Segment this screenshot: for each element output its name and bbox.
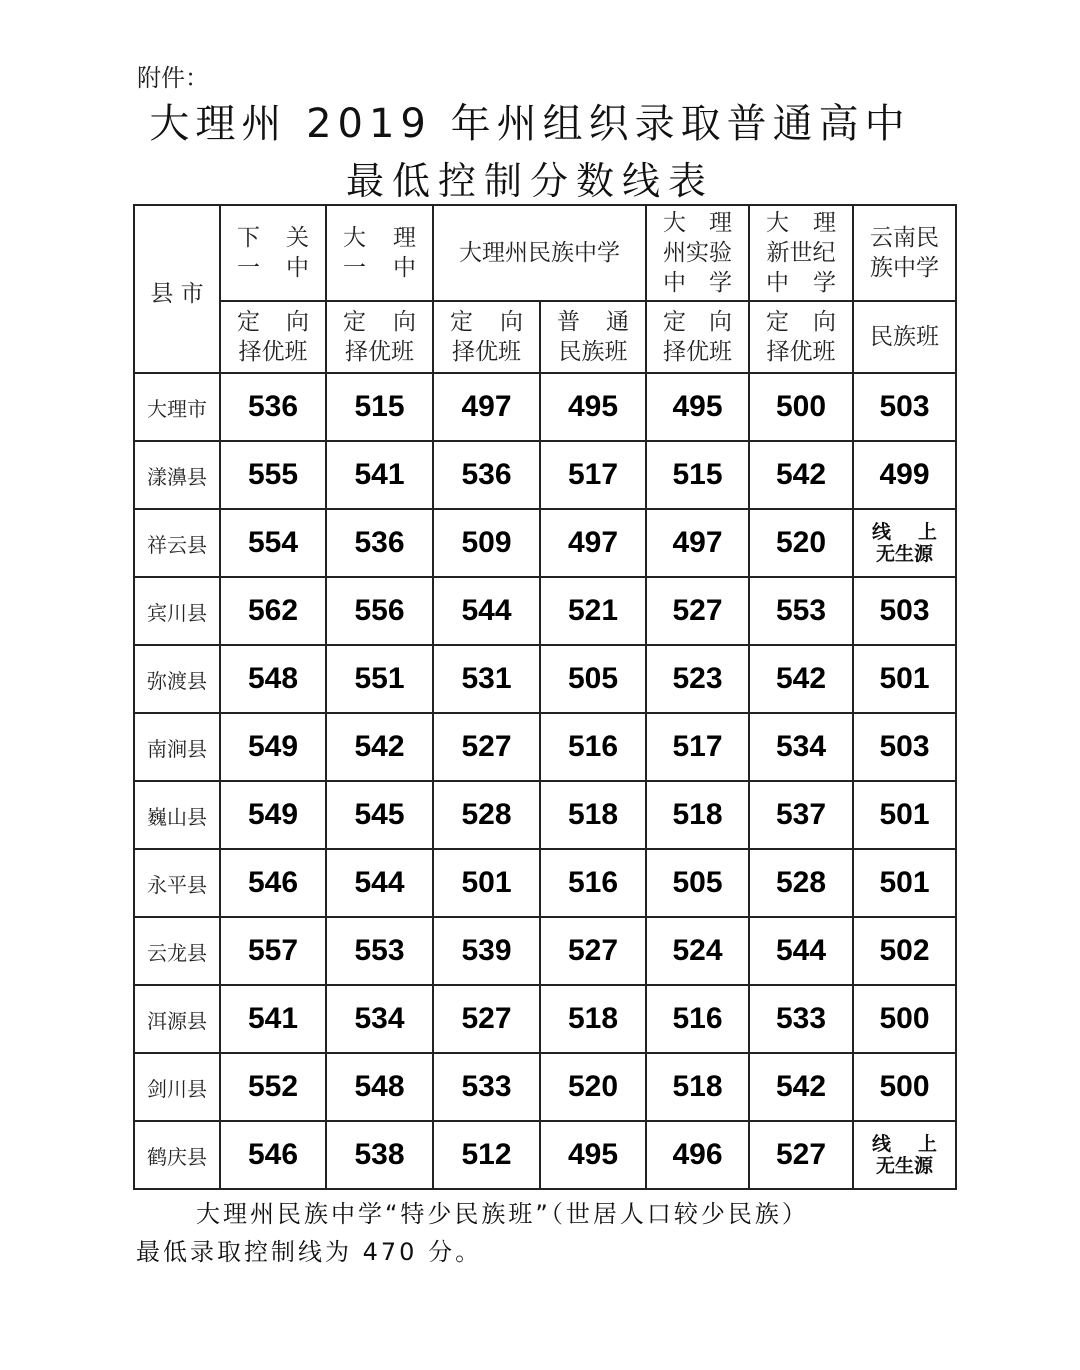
class-type-line: 择优班 [238, 339, 308, 365]
score-cell: 527 [749, 1121, 853, 1189]
score-cell: 500 [853, 985, 956, 1053]
score-cell: 534 [749, 713, 853, 781]
score-cell: 495 [646, 373, 749, 441]
score-cell: 516 [540, 713, 646, 781]
score-cell: 496 [646, 1121, 749, 1189]
score-cell: 501 [433, 849, 540, 917]
table-row [134, 577, 956, 645]
footnote-line-2: 最低录取控制线为 470 分。 [136, 1238, 483, 1266]
score-cell: 517 [646, 713, 749, 781]
class-type-header [853, 301, 956, 373]
score-cell: 539 [433, 917, 540, 985]
score-cell: 542 [749, 645, 853, 713]
class-type-line [541, 307, 645, 337]
table-row [134, 849, 956, 917]
county-name: 弥渡县 [134, 645, 220, 713]
header-char: 关 [286, 225, 309, 251]
school-name-line [327, 253, 432, 283]
table-row [134, 985, 956, 1053]
county-name: 永平县 [134, 849, 220, 917]
score-cell: 536 [220, 373, 326, 441]
score-cell: 545 [326, 781, 433, 849]
note-char: 线 [872, 521, 892, 543]
header-char: 中 [393, 255, 416, 281]
school-name-line: 新世纪 [766, 240, 836, 266]
score-cell: 553 [326, 917, 433, 985]
score-cell: 501 [853, 645, 956, 713]
header-char: 向 [393, 309, 416, 335]
score-cell: 551 [326, 645, 433, 713]
score-cell: 515 [326, 373, 433, 441]
table-row [134, 713, 956, 781]
score-cell: 501 [853, 849, 956, 917]
table-row [134, 441, 956, 509]
header-char: 定 [766, 309, 789, 335]
header-char: 定 [343, 309, 366, 335]
score-cell: 528 [749, 849, 853, 917]
class-type-header [646, 301, 749, 373]
score-cell: 546 [220, 849, 326, 917]
score-cell: 497 [646, 509, 749, 577]
score-cell: 512 [433, 1121, 540, 1189]
header-row-class-types [134, 301, 956, 373]
no-source-cell [853, 509, 956, 577]
score-cell: 516 [540, 849, 646, 917]
table-row [134, 1053, 956, 1121]
score-cell: 536 [326, 509, 433, 577]
header-char: 下 [237, 225, 260, 251]
score-cell: 541 [326, 441, 433, 509]
score-cell: 534 [326, 985, 433, 1053]
header-char: 向 [813, 309, 836, 335]
score-cell: 555 [220, 441, 326, 509]
class-type-header [433, 301, 540, 373]
table-row [134, 781, 956, 849]
score-cell: 497 [433, 373, 540, 441]
score-cell: 557 [220, 917, 326, 985]
school-name-line: 族中学 [870, 255, 939, 281]
score-cell: 520 [540, 1053, 646, 1121]
table-row [134, 917, 956, 985]
score-cell: 497 [540, 509, 646, 577]
score-cell: 554 [220, 509, 326, 577]
class-type-line: 择优班 [766, 339, 836, 365]
score-cell: 552 [220, 1053, 326, 1121]
score-cell: 495 [540, 373, 646, 441]
header-char: 中 [663, 270, 686, 296]
school-header [749, 205, 853, 301]
header-char: 学 [709, 270, 732, 296]
note-line-2: 无生源 [875, 543, 933, 565]
score-cell: 544 [749, 917, 853, 985]
score-cell: 502 [853, 917, 956, 985]
class-type-header [220, 301, 326, 373]
score-cell: 527 [433, 985, 540, 1053]
class-type-line: 择优班 [663, 339, 732, 365]
score-cell: 518 [646, 1053, 749, 1121]
class-type-line [221, 307, 325, 337]
class-type-line [434, 307, 539, 337]
header-row-schools [134, 205, 956, 301]
score-cell: 533 [749, 985, 853, 1053]
school-name-line: 大理州民族中学 [459, 240, 620, 266]
score-cell: 544 [433, 577, 540, 645]
school-header [220, 205, 326, 301]
score-cell: 544 [326, 849, 433, 917]
score-cell: 541 [220, 985, 326, 1053]
table-row [134, 373, 956, 441]
score-cell: 515 [646, 441, 749, 509]
score-cell: 562 [220, 577, 326, 645]
score-cell: 527 [433, 713, 540, 781]
class-type-header [326, 301, 433, 373]
header-char: 一 [343, 255, 366, 281]
score-cell: 528 [433, 781, 540, 849]
header-char: 向 [709, 309, 732, 335]
score-cell: 518 [646, 781, 749, 849]
school-name-line: 州实验 [663, 240, 732, 266]
note-char: 上 [917, 521, 937, 543]
score-cell: 495 [540, 1121, 646, 1189]
score-cell: 503 [853, 713, 956, 781]
score-cell: 523 [646, 645, 749, 713]
page-subtitle: 最低控制分数线表 [345, 159, 714, 203]
header-char: 一 [237, 255, 260, 281]
score-cell: 516 [646, 985, 749, 1053]
class-type-line [750, 307, 852, 337]
note-char: 线 [872, 1133, 892, 1155]
school-name-line: 云南民 [870, 225, 939, 251]
school-name-line [327, 223, 432, 253]
header-char: 大 [343, 225, 366, 251]
class-type-line [327, 307, 432, 337]
score-cell: 536 [433, 441, 540, 509]
school-header [326, 205, 433, 301]
score-cell: 518 [540, 985, 646, 1053]
county-name: 南涧县 [134, 713, 220, 781]
school-name-line [750, 268, 852, 298]
no-source-cell [853, 1121, 956, 1189]
school-name-line [647, 208, 748, 238]
score-cell: 521 [540, 577, 646, 645]
class-type-header [749, 301, 853, 373]
score-cell: 549 [220, 781, 326, 849]
school-name-line [221, 223, 325, 253]
score-cell: 520 [749, 509, 853, 577]
note-line-1 [854, 521, 955, 543]
header-char: 定 [450, 309, 473, 335]
header-char: 中 [766, 270, 789, 296]
county-name: 剑川县 [134, 1053, 220, 1121]
class-type-line: 民族班 [870, 324, 939, 350]
score-cell: 542 [749, 1053, 853, 1121]
county-name: 祥云县 [134, 509, 220, 577]
header-char: 向 [500, 309, 523, 335]
header-char: 中 [286, 255, 309, 281]
header-char: 定 [663, 309, 686, 335]
score-cell: 499 [853, 441, 956, 509]
class-type-line: 择优班 [452, 339, 521, 365]
county-name: 巍山县 [134, 781, 220, 849]
county-name: 洱源县 [134, 985, 220, 1053]
table-row [134, 1121, 956, 1189]
header-char: 普 [557, 309, 580, 335]
school-name-line [647, 268, 748, 298]
attachment-label: 附件： [137, 64, 209, 92]
school-name-line [750, 208, 852, 238]
note-char: 上 [917, 1133, 937, 1155]
header-char: 理 [393, 225, 416, 251]
score-cell: 538 [326, 1121, 433, 1189]
note-line-2: 无生源 [875, 1155, 933, 1177]
score-cell: 553 [749, 577, 853, 645]
county-name: 宾川县 [134, 577, 220, 645]
score-cell: 517 [540, 441, 646, 509]
school-header [433, 205, 646, 301]
header-char: 向 [286, 309, 309, 335]
school-header [646, 205, 749, 301]
score-cell: 548 [220, 645, 326, 713]
score-cell: 500 [853, 1053, 956, 1121]
county-name: 大理市 [134, 373, 220, 441]
score-cell: 501 [853, 781, 956, 849]
score-cell: 527 [646, 577, 749, 645]
score-cell: 500 [749, 373, 853, 441]
score-cell: 524 [646, 917, 749, 985]
score-cell: 518 [540, 781, 646, 849]
header-char: 大 [663, 210, 686, 236]
score-cell: 542 [326, 713, 433, 781]
header-char: 定 [237, 309, 260, 335]
table-row [134, 509, 956, 577]
score-cell: 548 [326, 1053, 433, 1121]
school-name-line [221, 253, 325, 283]
footnote-line-1: 大理州民族中学“特少民族班”（世居人口较少民族） [196, 1200, 809, 1228]
header-char: 学 [813, 270, 836, 296]
header-char: 通 [606, 309, 629, 335]
score-cell: 531 [433, 645, 540, 713]
corner-header: 县 市 [134, 205, 220, 373]
class-type-header [540, 301, 646, 373]
county-name: 云龙县 [134, 917, 220, 985]
score-cell: 549 [220, 713, 326, 781]
score-cell: 546 [220, 1121, 326, 1189]
score-cell: 537 [749, 781, 853, 849]
score-cell: 505 [646, 849, 749, 917]
class-type-line: 民族班 [558, 339, 628, 365]
score-cell: 533 [433, 1053, 540, 1121]
header-char: 大 [766, 210, 789, 236]
class-type-line [647, 307, 748, 337]
class-type-line: 择优班 [345, 339, 414, 365]
score-cell: 503 [853, 577, 956, 645]
school-header [853, 205, 956, 301]
county-name: 漾濞县 [134, 441, 220, 509]
score-cell: 505 [540, 645, 646, 713]
note-line-1 [854, 1133, 955, 1155]
score-cell: 503 [853, 373, 956, 441]
table-row [134, 645, 956, 713]
score-table [133, 204, 957, 1190]
page-title: 大理州 2019 年州组织录取普通高中 [149, 101, 911, 147]
header-char: 理 [709, 210, 732, 236]
score-cell: 527 [540, 917, 646, 985]
score-cell: 509 [433, 509, 540, 577]
score-cell: 556 [326, 577, 433, 645]
score-cell: 542 [749, 441, 853, 509]
county-name: 鹤庆县 [134, 1121, 220, 1189]
header-char: 理 [813, 210, 836, 236]
